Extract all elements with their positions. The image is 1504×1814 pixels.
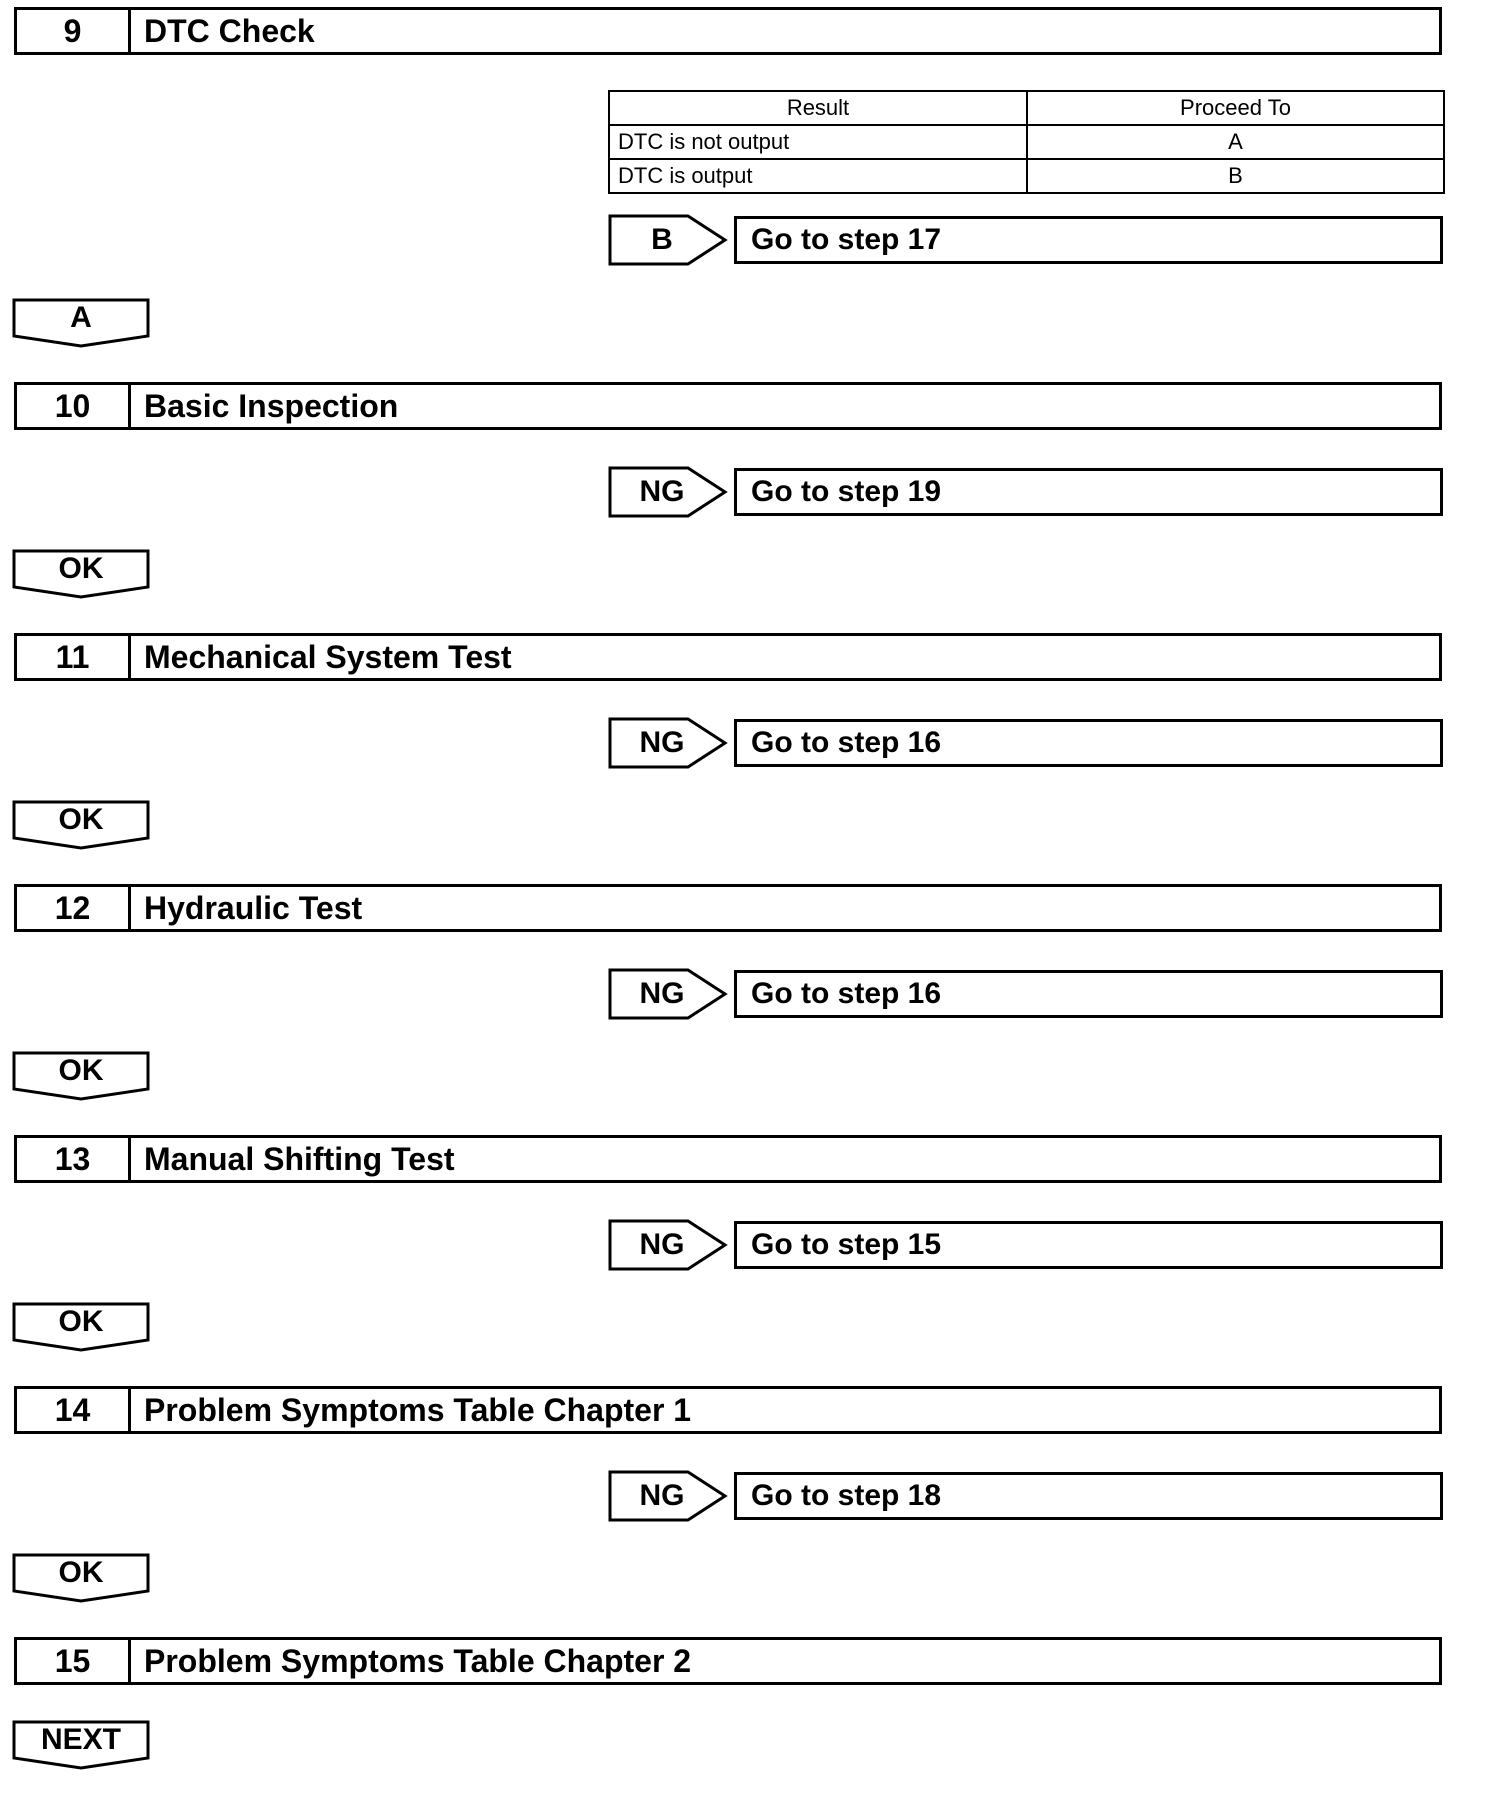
step-title: Problem Symptoms Table Chapter 2 <box>144 1642 692 1679</box>
step-11-box <box>14 633 1442 681</box>
table-cell-proceed: A <box>1027 125 1444 159</box>
branch-label: NG <box>639 977 685 1010</box>
branch-ng-step-16 <box>608 717 1445 769</box>
table-row <box>609 125 1444 159</box>
step-title: DTC Check <box>144 12 315 49</box>
branch-target: Go to step 16 <box>734 970 1443 1018</box>
step-number: 12 <box>17 887 131 929</box>
step-number: 11 <box>17 636 131 678</box>
result-table <box>608 90 1445 194</box>
branch-label: NG <box>639 1228 685 1261</box>
step-number: 9 <box>17 10 131 52</box>
branch-ng-step-19 <box>608 466 1445 518</box>
flow-marker-ok <box>12 1302 150 1352</box>
step-14-box <box>14 1386 1442 1434</box>
branch-label: NG <box>639 1479 685 1512</box>
step-title: Problem Symptoms Table Chapter 1 <box>144 1391 692 1428</box>
branch-target: Go to step 16 <box>734 719 1443 767</box>
step-15-box <box>14 1637 1442 1685</box>
flow-label: NEXT <box>40 1723 121 1756</box>
flow-marker-ok <box>12 1051 150 1101</box>
table-header-proceed: Proceed To <box>1027 91 1444 125</box>
branch-target: Go to step 18 <box>734 1472 1443 1520</box>
step-title: Mechanical System Test <box>144 638 512 675</box>
branch-label: B <box>651 223 673 256</box>
branch-target: Go to step 15 <box>734 1221 1443 1269</box>
step-title: Basic Inspection <box>144 387 399 424</box>
flow-label: OK <box>58 1054 104 1087</box>
step-10-box <box>14 382 1442 430</box>
flow-marker-ok <box>12 1553 150 1603</box>
flow-label: OK <box>58 1305 104 1338</box>
branch-b-step-17 <box>608 214 1445 266</box>
step-title: Manual Shifting Test <box>144 1140 455 1177</box>
flow-label: A <box>70 301 92 334</box>
branch-ng-step-15 <box>608 1219 1445 1271</box>
flow-marker-ok <box>12 549 150 599</box>
branch-ng-step-18 <box>608 1470 1445 1522</box>
branch-target: Go to step 19 <box>734 468 1443 516</box>
table-cell-result: DTC is output <box>609 159 1027 193</box>
step-13-box <box>14 1135 1442 1183</box>
step-12-box <box>14 884 1442 932</box>
flow-marker-next <box>12 1720 150 1770</box>
table-cell-result: DTC is not output <box>609 125 1027 159</box>
step-9-box <box>14 7 1442 55</box>
branch-target: Go to step 17 <box>734 216 1443 264</box>
flow-marker-a <box>12 298 150 348</box>
branch-label: NG <box>639 726 685 759</box>
flow-label: OK <box>58 552 104 585</box>
branch-ng-step-16 <box>608 968 1445 1020</box>
table-cell-proceed: B <box>1027 159 1444 193</box>
step-number: 14 <box>17 1389 131 1431</box>
flow-marker-ok <box>12 800 150 850</box>
table-header-result: Result <box>609 91 1027 125</box>
step-title: Hydraulic Test <box>144 889 363 926</box>
step-number: 13 <box>17 1138 131 1180</box>
step-number: 15 <box>17 1640 131 1682</box>
flow-label: OK <box>58 803 104 836</box>
step-number: 10 <box>17 385 131 427</box>
flow-label: OK <box>58 1556 104 1589</box>
table-row <box>609 159 1444 193</box>
branch-label: NG <box>639 475 685 508</box>
table-header-row <box>609 91 1444 125</box>
